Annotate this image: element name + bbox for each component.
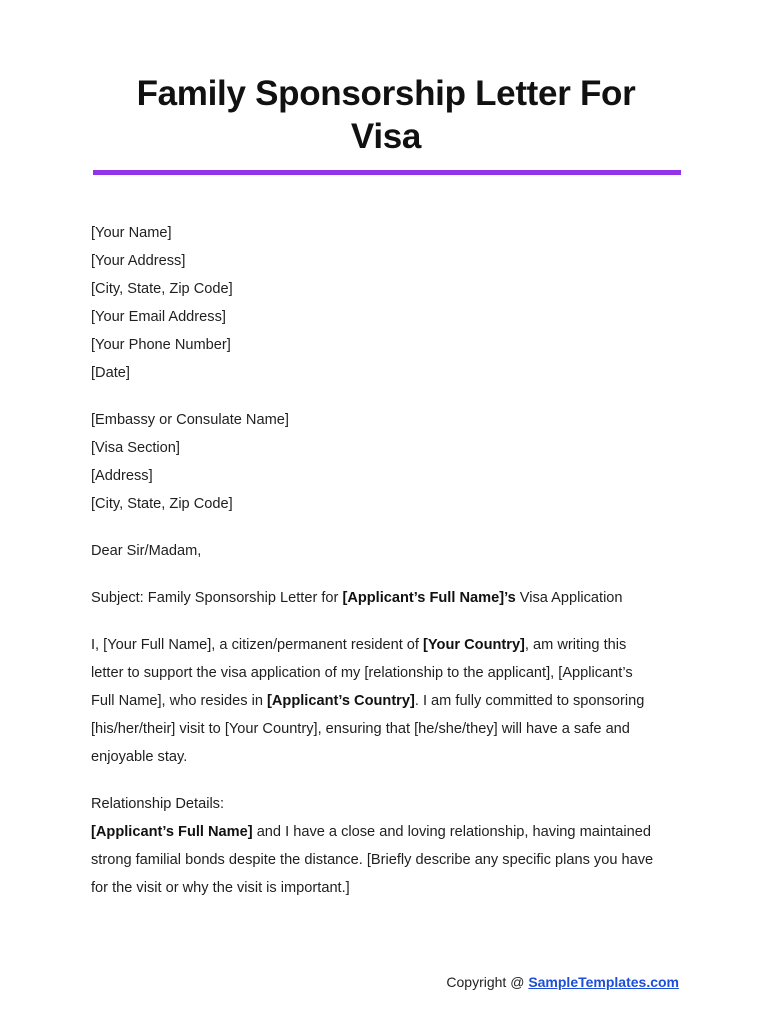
title-line-1: Family Sponsorship Letter For xyxy=(136,74,636,113)
recipient-city: [City, State, Zip Code] xyxy=(91,496,233,512)
subject-suffix: Visa Application xyxy=(515,590,623,606)
body-line-2: letter to support the visa application of my [relationship to the applicant], [Applicant’s xyxy=(91,665,633,681)
body-paragraph xyxy=(91,631,691,771)
subject-applicant: [Applicant’s Full Name]’s xyxy=(342,590,516,606)
salutation-text: Dear Sir/Madam, xyxy=(91,543,202,559)
relationship-line-1 xyxy=(91,818,691,846)
letter-body xyxy=(91,219,691,921)
body-line-3 xyxy=(91,687,691,715)
relationship-applicant-bold: [Applicant’s Full Name] xyxy=(91,824,253,840)
letter-date: [Date] xyxy=(91,365,130,381)
body-line-4: [his/her/their] visit to [Your Country], ensuring that [he/she/they] will have a safe and xyxy=(91,721,630,737)
body-text: I, [Your Full Name], a citizen/permanent resident of xyxy=(91,637,424,653)
copyright-link[interactable]: SampleTemplates.com xyxy=(528,974,679,990)
body-applicant-country-bold: [Applicant’s Country] xyxy=(267,693,415,709)
sender-name: [Your Name] xyxy=(91,225,172,241)
sender-email: [Your Email Address] xyxy=(91,309,226,325)
relationship-text: and I have a close and loving relationship, having maintained xyxy=(252,824,651,840)
salutation xyxy=(91,537,691,565)
body-line-5: enjoyable stay. xyxy=(91,749,188,765)
body-text: Full Name], who resides in xyxy=(91,693,268,709)
subject-text xyxy=(91,584,691,612)
recipient-address: [Address] xyxy=(91,468,153,484)
body-text: . I am fully committed to sponsoring xyxy=(414,693,645,709)
recipient-block xyxy=(91,406,691,518)
relationship-line-2: strong familial bonds despite the distance. [Briefly describe any specific plans you have xyxy=(91,852,654,868)
relationship-line-3: for the visit or why the visit is important.] xyxy=(91,880,350,896)
body-text: , am writing this xyxy=(524,637,627,653)
subject-line xyxy=(91,584,691,612)
recipient-name: [Embassy or Consulate Name] xyxy=(91,412,289,428)
body-country-bold: [Your Country] xyxy=(423,637,525,653)
copyright-footer xyxy=(446,972,679,992)
subject-prefix: Subject: Family Sponsorship Letter for xyxy=(91,590,343,606)
sender-block xyxy=(91,219,691,387)
title-line-2: Visa xyxy=(350,117,422,156)
document-title xyxy=(92,72,680,158)
sender-phone: [Your Phone Number] xyxy=(91,337,231,353)
copyright-text: Copyright @ xyxy=(446,974,529,990)
sender-address: [Your Address] xyxy=(91,253,186,269)
title-divider xyxy=(93,170,681,175)
relationship-section xyxy=(91,790,691,902)
body-line-1 xyxy=(91,631,691,659)
relationship-heading: Relationship Details: xyxy=(91,796,225,812)
sender-city: [City, State, Zip Code] xyxy=(91,281,233,297)
recipient-section: [Visa Section] xyxy=(91,440,180,456)
